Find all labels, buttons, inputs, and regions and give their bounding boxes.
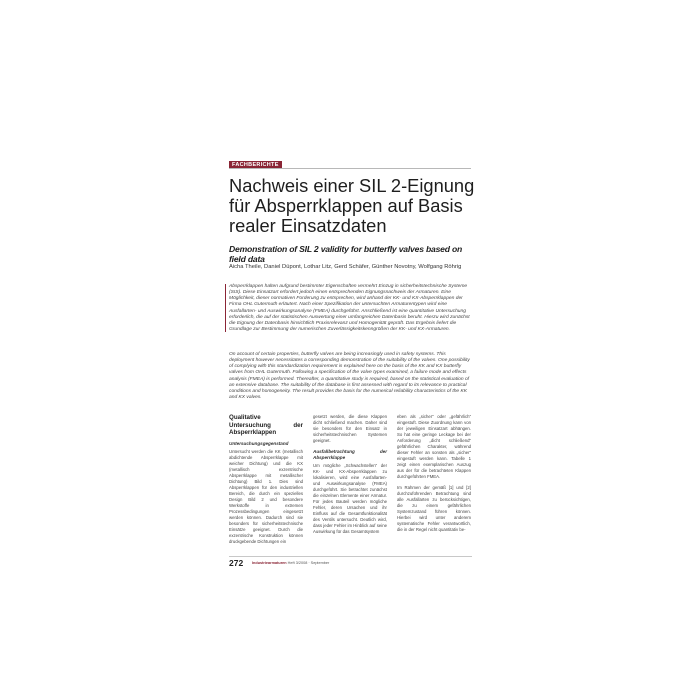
article-title: Nachweis einer SIL 2-Eignung für Absperrklappen auf Basis realer Einsatzdaten — [229, 175, 475, 236]
body-column-1 — [229, 414, 303, 545]
journal-name: Industriearmaturen — [252, 561, 287, 565]
author-list: Aicha Theile, Daniel Düpont, Lothar Litz, Gerd Schäfer, Günther Novotny, Wolfgang Röhrig — [229, 264, 462, 270]
body-column-3 — [397, 414, 471, 533]
footer-divider — [229, 556, 472, 557]
article-subtitle: Demonstration of SIL 2 validity for butterfly valves based on field data — [229, 244, 463, 264]
subsection-heading: Ausfallbetrachtung der Absperrklappe — [313, 449, 387, 460]
abstract-english: On account of certain properties, butterfly valves are being increasingly used in safety systems. This deployment however necessitates a corresponding demonstration of the suitability of the valves. One possibility of complying with this standardization requirement is explained here on the basis of the KK and KX butterfly valves from OHL Gutermuth. Following a specification of the valve types examined, a failure mode and effects analysis (FMEA) is performed. Thereafter, a quantitative study is required, based on the statistical evaluation of an extensive database. The suitability of the database is first assessed with regard to its relevance to practical conditions and homogeneity. The result provides the basis for the numerical reliability characteristics of the KK and KX valves. — [229, 352, 470, 401]
body-column-2 — [313, 414, 387, 535]
body-text: gesetzt werden, die diese Klappen dicht schließend machen. Daher sind sie besonders für den Einsatz in sicherheitstechnischen Systemen geeignet. — [313, 414, 387, 443]
body-text: eben als „sicher“ oder „gefährlich“ eingestuft. Diese Zuordnung kann von der jeweiligen Einsatzart abhängen. So hat eine geringe Leckage bei der Anforderung „dicht schließend“ gefährlichen Charakter, während dieser Fehler an sonsten als „sicher“ eingestuft werden kann. Tabelle 1 zeigt einen exemplarischen Auszug aus der für die betrachteten Klappen durchgeführten FMEA. — [397, 414, 471, 479]
page-number: 272 — [229, 558, 244, 568]
abstract-accent-bar — [225, 284, 226, 332]
journal-issue: Heft 3/2008 · September — [287, 561, 330, 565]
subsection-heading: Untersuchungsgegenstand — [229, 440, 289, 446]
body-text: Im Rahmen der gemäß [1] und [2] durchzuführenden Betrachtung sind alle Ausfallarten zu berücksichtigen, die zu einem gefährlichen Systemzustand führen können. Hierbei wird unter anderem systematische Fehler verantwortlich, die in der Regel nicht quantitativ be- — [397, 485, 471, 532]
abstract-german: Absperrklappen halten aufgrund bestimmter Eigenschaften vermehrt Einzug in sicherheitstechnische Systeme (SIS). Diese Einsatzart erfordert jedoch einen entsprechenden Eignungsnachweis der Armaturen. Eine Möglichkeit, dieser normativen Forderung zu entsprechen, wird anhand der KK- und KX-Absperrklappen der Firma OHL Gutermuth erläutert. Nach einer Spezifikation der untersuchten Armaturentypen wird eine Ausfallarten- und Auswirkungsanalyse (FMEA) durchgeführt. Anschließend ist eine quantitative Untersuchung erforderlich, die auf der statistischen Auswertung einer umfangreichen Datenbasis beruht. Hierzu wird zunächst die Eignung der Datenbasis hinsichtlich Praxisrelevanz und Homogenität geprüft. Das Ergebnis liefert die Grundlage zur Bestimmung der numerischen Zuverlässigkeitskenngrößen der KK- und KX-Armaturen. — [229, 284, 470, 333]
section-divider — [229, 168, 471, 169]
body-text: Um mögliche „Schwachstellen“ der KK- und KX-Absperrklappen zu lokalisieren, wird eine Ausfallarten- und Auswirkungsanalyse (FMEA) durchgeführt. Sie betrachtet zunächst die einzelnen Elemente einer Armatur. Für jedes Bauteil werden mögliche Fehler, deren Ursachen und ihr Einfluss auf die Gesamtfunktionalität des Ventils untersucht. Deutlich wird, dass jeder Fehler im Hinblick auf seine Auswirkung für das Gesamtsystem — [313, 463, 387, 534]
section-heading: Qualitative Untersuchung der Absperrklappen — [229, 414, 303, 436]
body-text: Untersucht werden die KK (metallisch abdichtende Absperrklappe mit weicher Dichtung) und die KX (metallisch exzentrische Absperrklappe mit metallischer Dichtung) Bild 1. Dies sind Absperrklappen für den industriellen Bereich, die durch ein spezielles Design Bild 2 und besondere Werkstoffe in extremen Prozessbedingungen eingesetzt werden können. Dadurch sind sie besonders für sicherheitstechnische Einsätze geeignet. Durch die exzentrische Konstruktion können druckgebende Dichtungen ein — [229, 448, 303, 544]
journal-info — [252, 561, 329, 565]
section-tag: FACHBERICHTE — [229, 161, 282, 169]
